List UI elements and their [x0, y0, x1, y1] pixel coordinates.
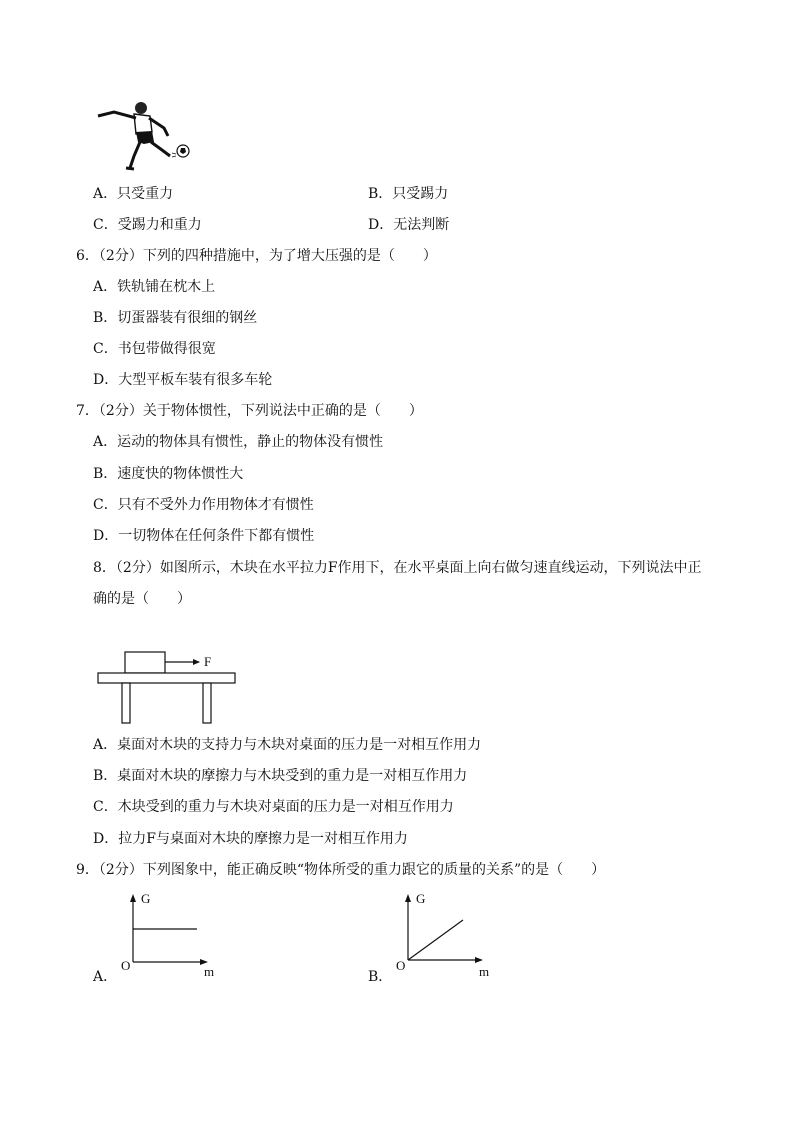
- q6-option-d: D．大型平板车装有很多车轮: [93, 372, 273, 388]
- force-arrow-head: [193, 659, 200, 665]
- graph-b-data-line: [408, 920, 463, 960]
- graph-b-y-arrow: [405, 894, 411, 902]
- table-leg-left: [122, 683, 130, 723]
- q7-option-c: C．只有不受外力作用物体才有惯性: [93, 497, 314, 513]
- q9-stem: 9．（2分）下列图象中，能正确反映“物体所受的重力跟它的质量的关系”的是（ ）: [76, 862, 606, 878]
- q6-option-b: B．切蛋器装有很细的钢丝: [93, 310, 258, 326]
- q7-option-d: D．一切物体在任何条件下都有惯性: [93, 528, 315, 544]
- q8-stem-line2: 确的是（ ）: [93, 591, 191, 607]
- graph-b-y-label: G: [416, 891, 426, 906]
- graph-b-origin-label: O: [396, 958, 406, 973]
- block-on-table-figure: [96, 647, 241, 727]
- soccer-player-figure: [94, 98, 194, 173]
- player-head: [135, 102, 147, 114]
- q8-option-a: A．桌面对木块的支持力与木块对桌面的压力是一对相互作用力: [93, 737, 482, 753]
- q5-option-d: D．无法判断: [368, 217, 450, 233]
- q8-stem-line1: 8．（2分）如图所示，木块在水平拉力F作用下，在水平桌面上向右做匀速直线运动，下列说法中正: [93, 560, 702, 576]
- q8-option-c: C．木块受到的重力与木块对桌面的压力是一对相互作用力: [93, 799, 454, 815]
- graph-b-x-label: m: [479, 964, 490, 979]
- player-leg-kicking: [151, 142, 170, 156]
- q7-option-a: A．运动的物体具有惯性，静止的物体没有惯性: [93, 434, 384, 450]
- q6-option-c: C．书包带做得很宽: [93, 341, 216, 357]
- graph-b: [393, 890, 503, 980]
- q6-option-a: A．铁轨铺在枕木上: [93, 279, 216, 295]
- player-shoe-standing: [126, 168, 134, 169]
- q5-option-a: A．只受重力: [93, 186, 174, 202]
- player-leg-standing: [130, 142, 140, 168]
- graph-a-origin-label: O: [121, 958, 131, 973]
- graph-b-option-label: B．: [368, 969, 393, 985]
- q5-option-c: C．受踢力和重力: [93, 217, 202, 233]
- graph-a-x-label: m: [204, 964, 215, 979]
- graph-a-option-label: A．: [93, 969, 118, 985]
- graph-b-x-arrow: [475, 957, 483, 963]
- player-torso: [134, 114, 152, 134]
- force-label: F: [204, 654, 212, 669]
- q5-option-b: B．只受踢力: [368, 186, 449, 202]
- q8-option-b: B．桌面对木块的摩擦力与木块受到的重力是一对相互作用力: [93, 768, 468, 784]
- motion-lines: [172, 153, 176, 157]
- table-leg-right: [203, 683, 211, 723]
- q7-stem: 7．（2分）关于物体惯性，下列说法中正确的是（ ）: [76, 403, 423, 419]
- graph-a: [118, 892, 228, 982]
- q7-option-b: B．速度快的物体惯性大: [93, 466, 244, 482]
- graph-a-y-label: G: [141, 891, 151, 906]
- q6-stem: 6．（2分）下列的四种措施中，为了增大压强的是（ ）: [76, 248, 437, 264]
- wood-block: [125, 652, 165, 673]
- graph-a-y-arrow: [130, 894, 136, 902]
- q8-option-d: D．拉力F与桌面对木块的摩擦力是一对相互作用力: [93, 831, 408, 847]
- player-arm-back: [98, 112, 136, 118]
- table-top: [98, 673, 235, 683]
